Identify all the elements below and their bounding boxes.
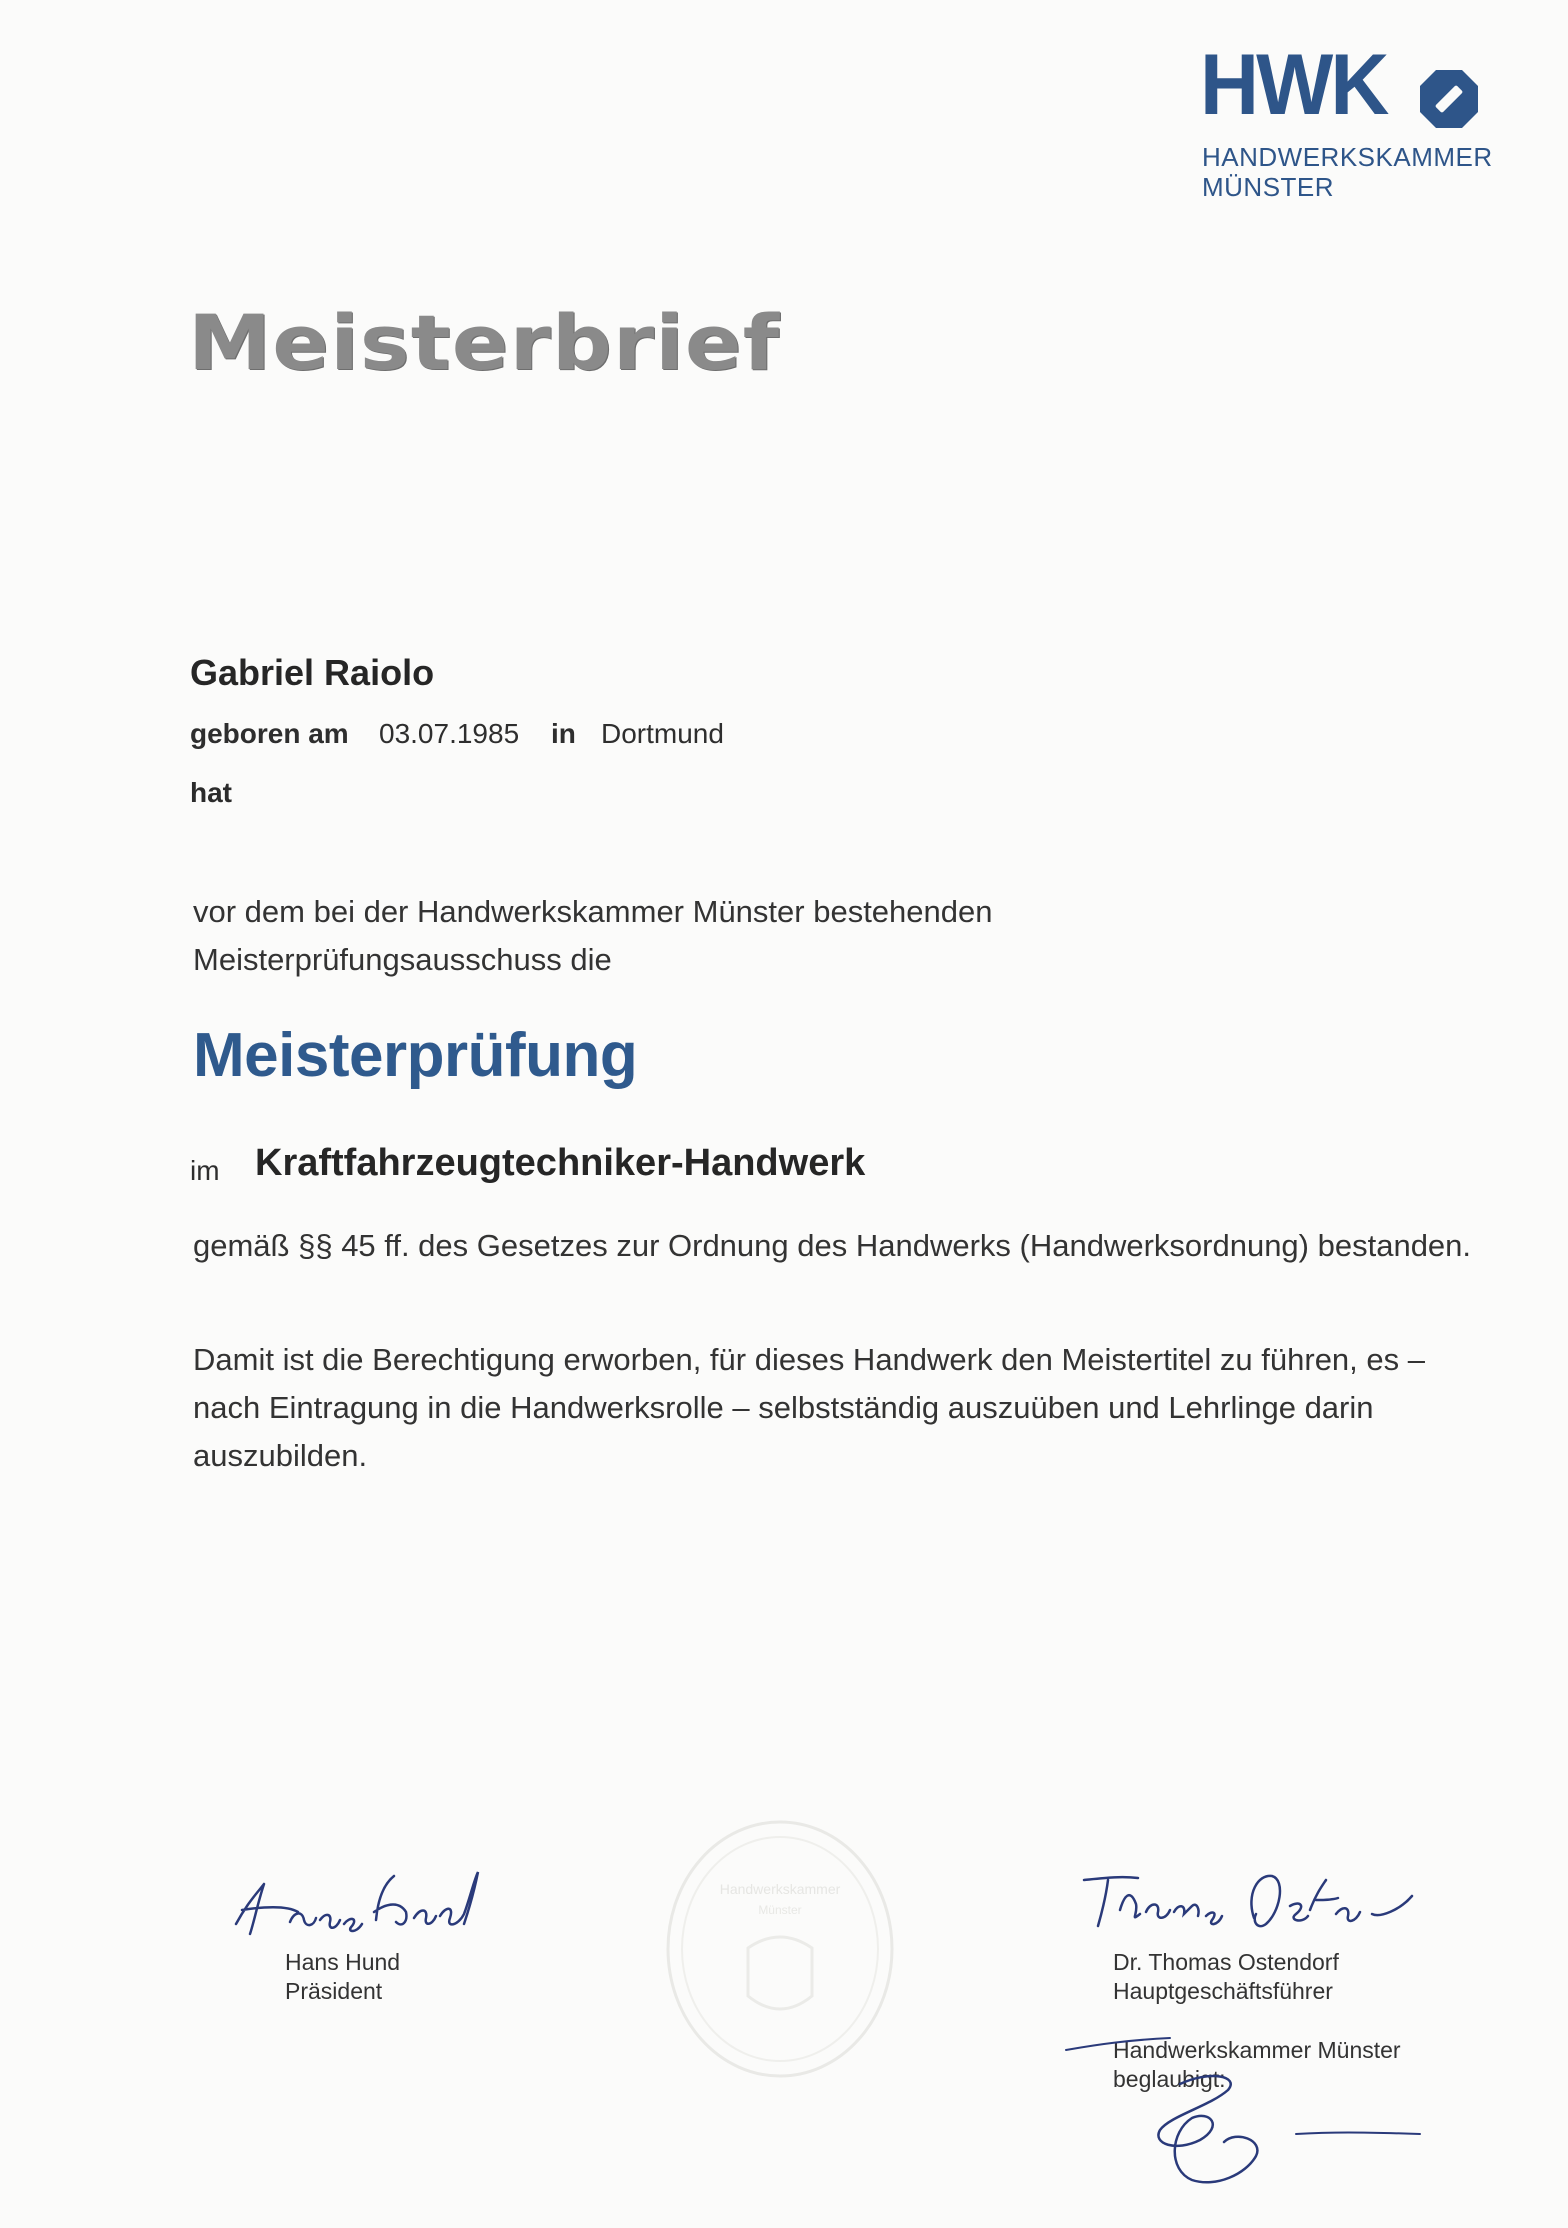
certification-label: beglaubigt: [1113, 2066, 1226, 2092]
signer-left-name: Hans Hund [285, 1949, 401, 1975]
hwk-logo [1200, 37, 1500, 212]
hwk-emblem-icon [1418, 68, 1480, 130]
birth-date: 03.07.1985 [379, 718, 520, 749]
rights-text: Damit ist die Berechtigung erworben, für dieses Handwerk den Meistertitel zu führen, es – nach Eintragung in die Handwerksrolle – selbstständig auszuüben und Lehrlinge darin auszubilden. [193, 1342, 1425, 1473]
seal-text-sub: Münster [758, 1903, 802, 1917]
certification-signature [1060, 2020, 1440, 2200]
embossed-seal-icon [664, 1818, 896, 2080]
seal-text-top: Handwerkskammer [719, 1881, 841, 1897]
document-title: Meisterbrief [188, 298, 781, 387]
signature-hans-hund [228, 1862, 488, 1952]
certification-authority: Handwerkskammer Münster [1113, 2037, 1401, 2063]
hat-label: hat [190, 777, 232, 808]
trade-prefix: im [190, 1155, 220, 1186]
trade-name: Kraftfahrzeugtechniker-Handwerk [255, 1142, 866, 1184]
logo-line-1: HANDWERKSKAMMER [1202, 142, 1493, 172]
exam-title: Meisterprüfung [193, 1021, 638, 1090]
signer-left-role: Präsident [285, 1978, 383, 2004]
birth-in-label: in [551, 718, 576, 749]
signer-right-role: Hauptgeschäftsführer [1113, 1978, 1333, 2004]
birth-prefix: geboren am [190, 718, 349, 749]
signature-thomas-ostendorf [1080, 1866, 1440, 1956]
logo-line-2: MÜNSTER [1202, 172, 1335, 202]
intro-text: vor dem bei der Handwerkskammer Münster bestehenden Meisterprüfungsausschuss die [193, 894, 993, 977]
signer-right-name: Dr. Thomas Ostendorf [1113, 1949, 1339, 1975]
birth-place: Dortmund [601, 718, 724, 749]
logo-wordmark: HWK [1200, 37, 1387, 133]
holder-name: Gabriel Raiolo [190, 652, 435, 693]
legal-text: gemäß §§ 45 ff. des Gesetzes zur Ordnung des Handwerks (Handwerksordnung) bestanden. [193, 1228, 1472, 1263]
